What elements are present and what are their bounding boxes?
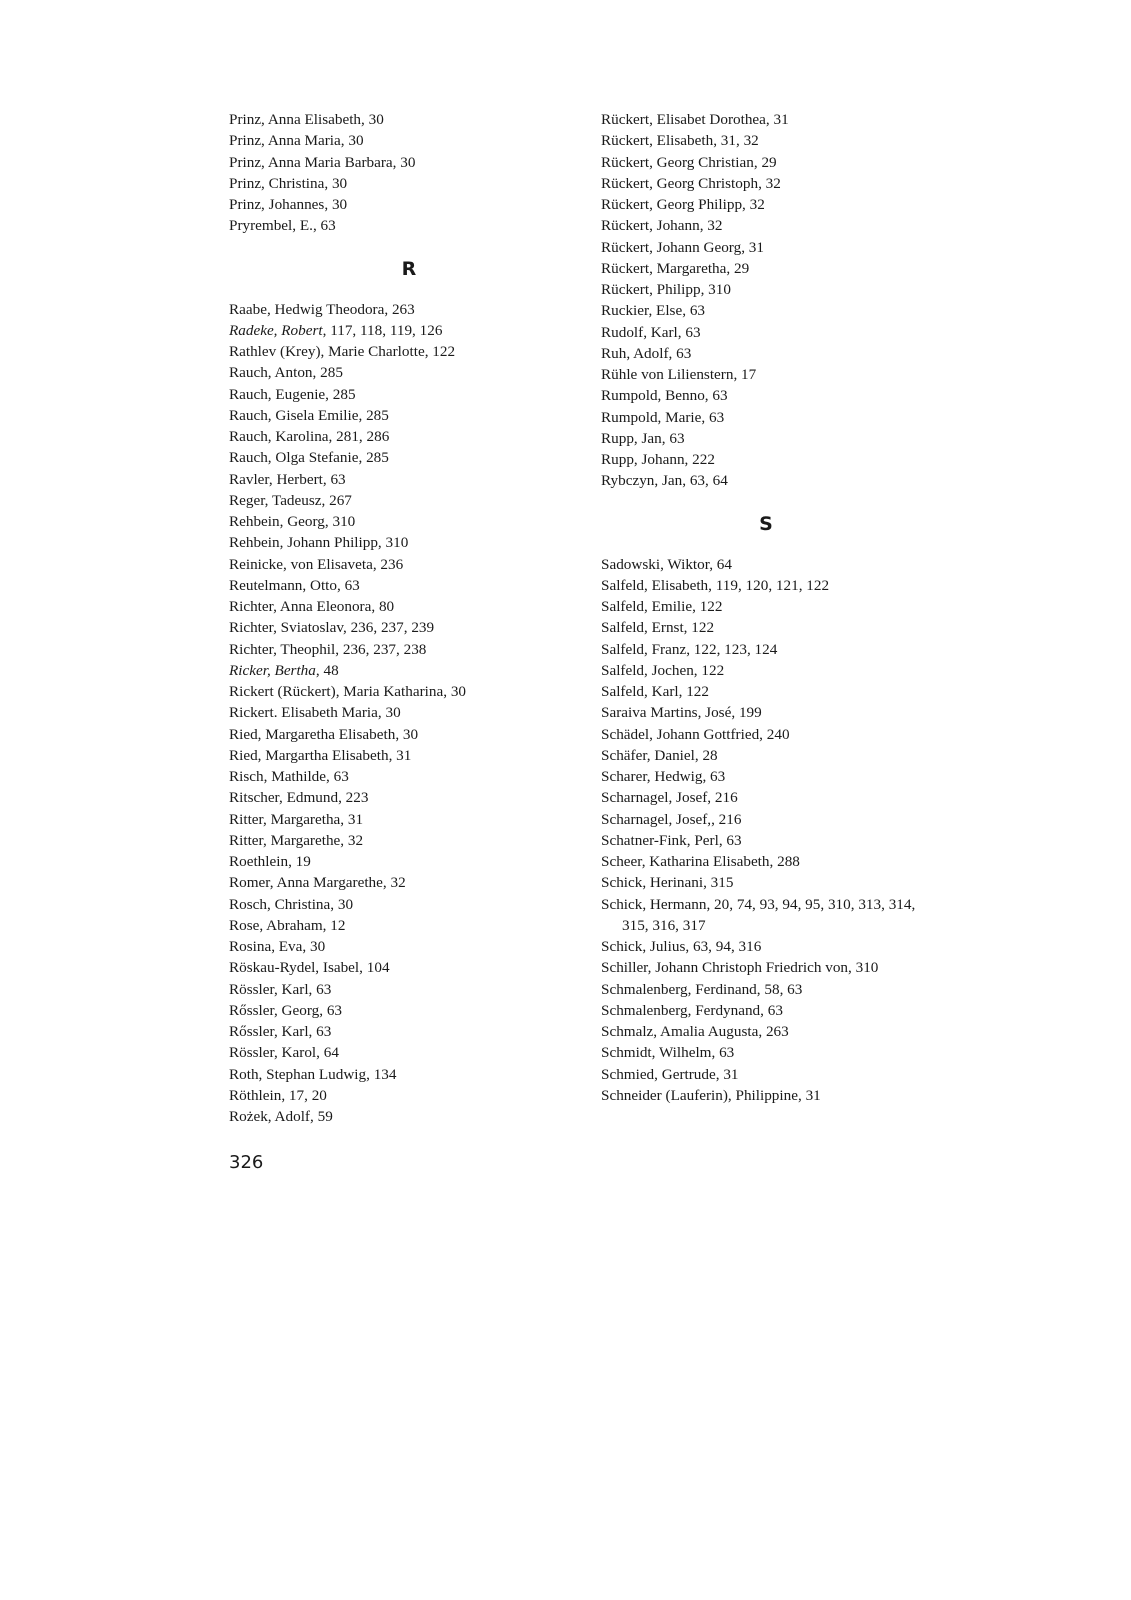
entry-name: Schneider (Lauferin), Philippine (601, 1086, 798, 1104)
entry-pages: , 30 (324, 174, 348, 192)
index-entry (601, 660, 931, 681)
index-entry (601, 936, 931, 957)
index-entry (229, 426, 589, 447)
index-entry (229, 872, 589, 893)
index-entry (229, 1042, 589, 1063)
entry-name: Schmied, Gertrude (601, 1065, 716, 1083)
entry-pages: , 30 (324, 196, 348, 213)
index-entry (601, 681, 931, 702)
entry-pages: , 63 (677, 323, 701, 341)
entry-name: Rückert, Johann Georg (601, 238, 742, 256)
index-entry (229, 532, 589, 553)
index-entry (601, 152, 931, 173)
index-entry (601, 702, 931, 723)
entry-pages: , 122 (683, 619, 715, 637)
entry-name: Rühle von Lilienstern (601, 366, 734, 383)
entry-pages: , 63 (308, 980, 332, 998)
index-entry (601, 575, 931, 596)
index-entry (601, 1064, 931, 1085)
index-entry (601, 470, 931, 491)
index-entry (601, 1000, 931, 1021)
entry-pages: , 263 (758, 1023, 789, 1040)
index-entry (229, 1085, 589, 1106)
index-entry (229, 851, 589, 872)
entry-pages: , 63 (760, 1001, 783, 1019)
entry-pages: , 117, 118, 119, 126 (322, 321, 443, 339)
entry-name: Schmalenberg, Ferdynand (601, 1001, 761, 1019)
entry-name: Scheer, Katharina Elisabeth (601, 853, 770, 870)
index-entry (601, 279, 931, 300)
entry-pages: , 315 (703, 874, 734, 892)
entry-name: Rückert, Philipp (601, 281, 701, 298)
entry-name: Rauch, Karolina (229, 428, 329, 445)
index-entry (229, 915, 589, 936)
entry-pages: , 285 (358, 449, 389, 467)
entry-name: Sadowski, Wiktor (601, 555, 710, 573)
entry-pages: , 30 (377, 704, 401, 722)
section-letter-r: R (401, 257, 417, 280)
entry-name: Rupp, Jan (601, 429, 662, 447)
entry-name: Roethlein (229, 853, 289, 870)
entry-pages: , 285 (312, 364, 343, 382)
index-entry (229, 320, 589, 341)
entry-pages: , 64 (709, 555, 732, 573)
index-entry (601, 258, 931, 279)
entry-pages: , 310 (377, 534, 409, 552)
index-column-left (229, 109, 589, 1127)
entry-pages: , 30 (330, 895, 354, 913)
entry-pages: , 63, 94, 316 (685, 938, 762, 955)
index-entry (229, 130, 589, 151)
entry-name: Schmidt, Wilhelm (601, 1044, 712, 1062)
entry-name: Rumpold, Marie (601, 408, 702, 426)
index-group-r (229, 299, 589, 1128)
entry-pages: , 223 (338, 789, 369, 807)
index-entry (601, 957, 931, 978)
entry-name: Ried, Margaretha Elisabeth (229, 725, 396, 743)
entry-name: Rauch, Gisela Emilie (229, 406, 359, 424)
index-entry (601, 1085, 931, 1106)
entry-name: Salfeld, Emilie (601, 598, 693, 615)
entry-name: Salfeld, Jochen (601, 661, 694, 679)
entry-name: Rehbein, Johann Philipp (229, 534, 378, 552)
entry-pages: , 63 (718, 831, 742, 849)
index-entry (229, 362, 589, 383)
entry-pages: , 310 (324, 513, 356, 530)
entry-pages: , 134 (366, 1065, 397, 1083)
entry-pages: , 12 (322, 916, 346, 934)
index-entry (229, 1106, 589, 1127)
entry-pages: , 80 (371, 598, 395, 615)
entry-pages: , 288 (769, 853, 800, 870)
entry-pages: , 31, 32 (713, 132, 759, 150)
entry-pages: , 63 (322, 470, 346, 488)
index-entry (601, 851, 931, 872)
index-entry (229, 639, 589, 660)
index-group-s (601, 554, 931, 1107)
entry-pages: , 63 (704, 387, 728, 405)
entry-pages: , 285 (358, 406, 389, 424)
index-entry (229, 173, 589, 194)
index-entry (229, 745, 589, 766)
entry-name: Schäfer, Daniel (601, 746, 695, 764)
index-entry (601, 724, 931, 745)
index-entry (601, 215, 931, 236)
entry-name: Rehbein, Georg (229, 513, 325, 530)
entry-pages: , 63 (336, 576, 360, 594)
entry-pages: , 31 (388, 746, 412, 764)
entry-name: Pryrembel, E. (229, 217, 313, 235)
entry-name: Röthlein (229, 1086, 282, 1104)
entry-pages: , 236, 237, 238 (335, 640, 427, 658)
entry-name: Schmalenberg, Ferdinand (601, 980, 757, 998)
entry-name: Richter, Theophil (229, 640, 336, 658)
entry-pages: , 122 (678, 683, 709, 700)
entry-pages: , 216 (707, 789, 738, 807)
index-entry (601, 979, 931, 1000)
index-entry (229, 469, 589, 490)
entry-pages: , 30 (361, 111, 384, 128)
entry-pages: , 30 (443, 683, 467, 700)
entry-pages: , 63 (702, 768, 726, 785)
entry-pages: , 30 (392, 153, 416, 171)
entry-name: Rückert, Elisabeth (601, 132, 714, 150)
index-column-right (601, 109, 931, 1106)
entry-name: Rőssler, Karl (229, 1023, 309, 1040)
index-entry (601, 449, 931, 470)
index-entry (601, 173, 931, 194)
entry-name: Rauch, Olga Stefanie (229, 449, 359, 467)
entry-name: Rückert, Johann (601, 217, 700, 235)
entry-name: Rőssler, Georg (229, 1001, 320, 1019)
page-number: 326 (229, 1152, 264, 1173)
index-entry (229, 575, 589, 596)
entry-pages: , 285 (325, 385, 356, 403)
entry-pages: , 31 (797, 1086, 821, 1104)
entry-pages: , 63 (668, 344, 692, 362)
entry-name: Salfeld, Elisabeth (601, 576, 709, 594)
entry-name: Raabe, Hedwig Theodora (229, 300, 385, 318)
entry-name: Prinz, Anna Elisabeth (229, 111, 362, 128)
index-entry (229, 702, 589, 723)
index-entry (229, 511, 589, 532)
entry-name: Prinz, Anna Maria (229, 132, 341, 150)
section-letter-s: S (759, 512, 773, 535)
entry-pages: , 267 (321, 491, 352, 509)
index-entry (601, 894, 931, 937)
entry-name: Prinz, Anna Maria Barbara (229, 153, 393, 171)
index-entry (601, 385, 931, 406)
entry-name: Romer, Anna Margarethe (229, 874, 383, 892)
entry-name: Ritter, Margarethe (229, 831, 341, 849)
entry-pages: , 19 (288, 853, 311, 870)
entry-name: Rickert (Rückert), Maria Katharina (229, 683, 444, 700)
index-entry (229, 299, 589, 320)
entry-name: Rauch, Anton (229, 364, 313, 382)
entry-name: Reinicke, von Elisaveta (229, 555, 373, 573)
entry-name: Rudolf, Karl (601, 323, 678, 341)
index-entry (229, 724, 589, 745)
index-entry (229, 194, 589, 215)
entry-pages: , 216 (711, 810, 742, 828)
index-entry (229, 405, 589, 426)
entry-pages: , 236 (372, 555, 404, 573)
index-entry (601, 1042, 931, 1063)
entry-pages: , 310 (848, 959, 879, 977)
entry-pages: , 48 (315, 661, 339, 679)
entry-name: Scharnagel, Josef (601, 789, 708, 807)
entry-pages: , 20, 74, 93, 94, 95, 310, 313, 314, 315, 316, 317 (622, 895, 916, 934)
index-entry (229, 660, 589, 681)
entry-pages: , 32 (382, 874, 406, 892)
entry-pages: , 31 (765, 111, 789, 128)
index-entry (601, 872, 931, 893)
entry-pages: , 63 (661, 429, 685, 447)
entry-pages: , 63 (326, 768, 349, 785)
entry-name: Schick, Hermann (601, 895, 707, 913)
index-entry (229, 894, 589, 915)
entry-name: Ravler, Herbert (229, 470, 323, 488)
index-entry (229, 787, 589, 808)
entry-name: Ruckier, Else (601, 302, 683, 320)
index-entry (601, 343, 931, 364)
entry-pages: , 30 (395, 725, 419, 743)
entry-pages: , 199 (731, 704, 762, 722)
entry-pages: , 104 (359, 959, 390, 977)
index-entry (229, 341, 589, 362)
entry-name: Radeke, Robert (229, 321, 323, 339)
index-entry (229, 1000, 589, 1021)
index-entry (229, 554, 589, 575)
entry-name: Rückert, Elisabet Dorothea (601, 111, 766, 128)
index-entry (601, 322, 931, 343)
entry-pages: , 30 (302, 938, 326, 955)
entry-pages: , 236, 237, 239 (342, 619, 435, 637)
entry-name: Rathlev (Krey), Marie Charlotte (229, 343, 425, 360)
entry-pages: , 32 (340, 831, 364, 849)
entry-pages: , 28 (694, 746, 718, 764)
index-entry (601, 809, 931, 830)
entry-pages: , 29 (753, 153, 777, 171)
entry-name: Rupp, Johann (601, 451, 685, 468)
index-entry (229, 215, 589, 236)
entry-name: Röskau-Rydel, Isabel (229, 959, 360, 977)
entry-name: Ruh, Adolf (601, 344, 669, 362)
entry-name: Salfeld, Franz (601, 640, 687, 658)
entry-name: Rössler, Karol (229, 1044, 317, 1062)
entry-pages: , 63 (319, 1001, 343, 1019)
index-entry (601, 787, 931, 808)
index-entry (229, 957, 589, 978)
entry-name: Prinz, Christina (229, 174, 325, 192)
index-entry (601, 194, 931, 215)
entry-pages: , 30 (340, 132, 364, 150)
index-entry (601, 130, 931, 151)
entry-pages: , 263 (384, 300, 415, 318)
index-entry (601, 596, 931, 617)
entry-pages: , 31 (715, 1065, 739, 1083)
entry-pages: , 310 (700, 281, 731, 298)
index-entry (229, 447, 589, 468)
index-entry (229, 152, 589, 173)
index-entry (229, 1064, 589, 1085)
entry-name: Rose, Abraham (229, 916, 323, 934)
entry-name: Rożek, Adolf (229, 1108, 310, 1125)
entry-name: Rosch, Christina (229, 895, 331, 913)
entry-name: Salfeld, Karl (601, 683, 679, 700)
entry-pages: , 122, 123, 124 (686, 640, 778, 658)
index-entry (229, 766, 589, 787)
index-entry (601, 766, 931, 787)
entry-name: Risch, Mathilde (229, 768, 327, 785)
index-entry (229, 979, 589, 1000)
entry-pages: , 240 (759, 725, 790, 743)
entry-name: Schmalz, Amalia Augusta (601, 1023, 759, 1040)
entry-name: Ritscher, Edmund (229, 789, 339, 807)
entry-pages: , 122 (693, 661, 725, 679)
index-entry (601, 237, 931, 258)
entry-name: Rössler, Karl (229, 980, 309, 998)
index-entry (601, 745, 931, 766)
index-entry (229, 809, 589, 830)
index-entry (229, 109, 589, 130)
entry-pages: , 31 (340, 810, 364, 828)
index-group-r-continued (601, 109, 931, 492)
entry-name: Schiller, Johann Christoph Friedrich von (601, 959, 849, 977)
entry-pages: , 222 (684, 451, 715, 468)
entry-name: Scharer, Hedwig (601, 768, 703, 785)
index-entry (601, 407, 931, 428)
entry-pages: , 119, 120, 121, 122 (708, 576, 830, 594)
index-entry (601, 554, 931, 575)
entry-pages: , 31 (741, 238, 764, 256)
index-entry (601, 300, 931, 321)
entry-name: Rumpold, Benno (601, 387, 705, 405)
entry-pages: , 63 (308, 1023, 332, 1040)
entry-pages: , 122 (424, 343, 456, 360)
index-entry (229, 596, 589, 617)
entry-name: Scharnagel, Josef, (601, 810, 712, 828)
index-entry (601, 1021, 931, 1042)
index-group-p (229, 109, 589, 237)
index-entry (601, 830, 931, 851)
entry-pages: , 17, 20 (281, 1086, 327, 1104)
entry-name: Rückert, Georg Christian (601, 153, 754, 171)
entry-name: Richter, Anna Eleonora (229, 598, 372, 615)
entry-pages: , 32 (699, 217, 723, 235)
entry-pages: , 32 (742, 196, 765, 213)
index-entry (229, 617, 589, 638)
entry-name: Prinz, Johannes (229, 196, 325, 213)
entry-name: Roth, Stephan Ludwig (229, 1065, 367, 1083)
entry-name: Rückert, Georg Philipp (601, 196, 743, 213)
index-entry (229, 1021, 589, 1042)
entry-pages: , 122 (692, 598, 723, 615)
entry-name: Rauch, Eugenie (229, 385, 326, 403)
entry-name: Reger, Tadeusz (229, 491, 322, 509)
index-entry (601, 109, 931, 130)
entry-pages: , 63 (682, 302, 705, 320)
entry-name: Schick, Julius (601, 938, 686, 955)
entry-pages: , 58, 63 (756, 980, 803, 998)
entry-name: Schädel, Johann Gottfried (601, 725, 760, 743)
index-entry (229, 490, 589, 511)
index-entry (601, 617, 931, 638)
index-entry (229, 384, 589, 405)
entry-pages: , 32 (758, 174, 781, 192)
entry-name: Salfeld, Ernst (601, 619, 684, 637)
entry-pages: , 63, 64 (682, 472, 728, 490)
index-entry (229, 830, 589, 851)
entry-pages: , 29 (726, 259, 750, 277)
entry-name: Rickert. Elisabeth Maria (229, 704, 378, 722)
entry-pages: , 17 (733, 366, 757, 383)
entry-pages: , 64 (316, 1044, 339, 1062)
entry-name: Rosina, Eva (229, 938, 303, 955)
entry-pages: , 63 (701, 408, 725, 426)
entry-name: Reutelmann, Otto (229, 576, 337, 594)
entry-name: Saraiva Martins, José (601, 704, 732, 722)
index-entry (601, 364, 931, 385)
entry-name: Ritter, Margaretha (229, 810, 341, 828)
entry-pages: , 63 (312, 217, 336, 235)
entry-pages: , 59 (310, 1108, 333, 1125)
entry-name: Rückert, Margaretha (601, 259, 727, 277)
entry-pages: , 281, 286 (328, 428, 390, 445)
entry-name: Rückert, Georg Christoph (601, 174, 759, 192)
entry-name: Schatner-Fink, Perl (601, 831, 719, 849)
entry-name: Ricker, Bertha (229, 661, 316, 679)
entry-name: Schick, Herinani (601, 874, 704, 892)
index-entry (229, 936, 589, 957)
index-entry (601, 428, 931, 449)
entry-name: Rybczyn, Jan (601, 472, 683, 490)
entry-pages: , 63 (711, 1044, 735, 1062)
entry-name: Richter, Sviatoslav (229, 619, 343, 637)
entry-name: Ried, Margartha Elisabeth (229, 746, 389, 764)
index-entry (601, 639, 931, 660)
index-entry (229, 681, 589, 702)
